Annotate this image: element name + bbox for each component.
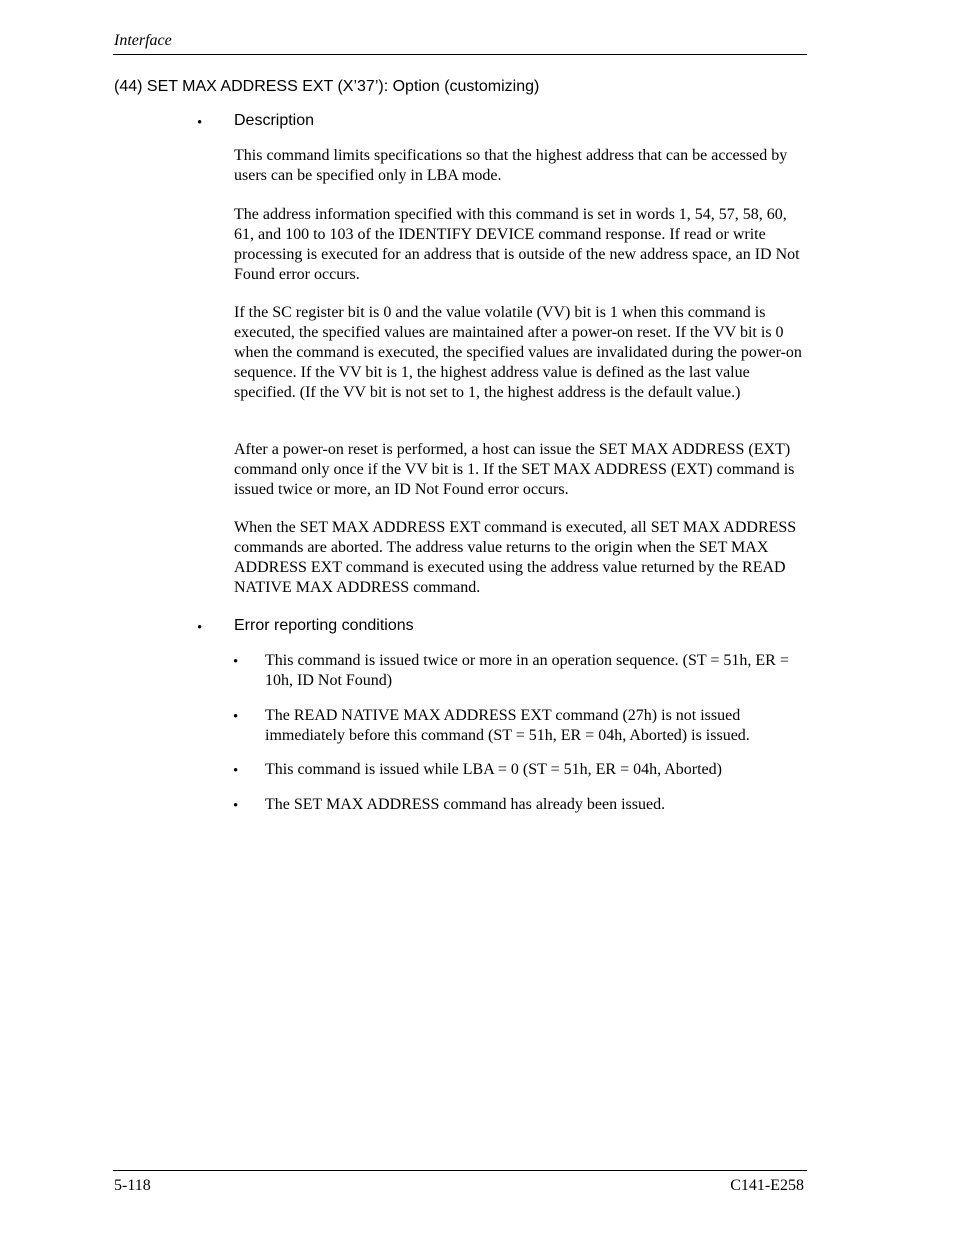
header-rule <box>113 54 807 55</box>
section-heading: (44) SET MAX ADDRESS EXT (X’37’): Option (customizing) <box>114 78 540 95</box>
description-paragraph: If the SC register bit is 0 and the value volatile (VV) bit is 1 when this command is executed, the specified values are maintained after a power-on reset. If the VV bit is 0 when the command is executed, the specified values are invalidated during the power-on sequence. If the VV bit is 1, the highest address value is defined as the last value specified. (If the VV bit is not set to 1, the highest address is the default value.) <box>234 304 802 401</box>
running-header: Interface <box>114 32 172 49</box>
bullet: • <box>233 798 239 814</box>
bullet: • <box>197 620 203 636</box>
description-label: Description <box>234 112 315 129</box>
bullet: • <box>233 654 239 670</box>
footer-rule <box>113 1170 807 1171</box>
description-paragraph: This command limits specifications so that the highest address that can be accessed by users can be specified only in LBA mode. <box>234 147 788 184</box>
page-number: 5-118 <box>114 1177 151 1194</box>
description-paragraph: The address information specified with this command is set in words 1, 54, 57, 58, 60, 61, and 100 to 103 of the IDENTIFY DEVICE command response. If read or write processing is executed for an address that is outside of the new address space, an ID Not Found error occurs. <box>234 206 800 283</box>
error-condition-item: The READ NATIVE MAX ADDRESS EXT command (27h) is not issued immediately before this command (ST = 51h, ER = 04h, Aborted) is issued. <box>265 707 750 744</box>
bullet: • <box>233 709 239 725</box>
error-condition-item: This command is issued while LBA = 0 (ST = 51h, ER = 04h, Aborted) <box>265 761 722 778</box>
error-conditions-label: Error reporting conditions <box>234 617 414 634</box>
description-paragraph: When the SET MAX ADDRESS EXT command is executed, all SET MAX ADDRESS commands are aborted. The address value returns to the origin when the SET MAX ADDRESS EXT command is executed using the address value returned by the READ NATIVE MAX ADDRESS command. <box>234 519 797 596</box>
error-condition-item: This command is issued twice or more in an operation sequence. (ST = 51h, ER = 10h, ID Not Found) <box>265 652 789 689</box>
document-id: C141-E258 <box>730 1177 804 1194</box>
error-condition-item: The SET MAX ADDRESS command has already been issued. <box>265 796 666 813</box>
description-paragraph: After a power-on reset is performed, a host can issue the SET MAX ADDRESS (EXT) command only once if the VV bit is 1. If the SET MAX ADDRESS (EXT) command is issued twice or more, an ID Not Found error occurs. <box>234 441 795 498</box>
bullet: • <box>197 115 203 131</box>
bullet: • <box>233 763 239 779</box>
